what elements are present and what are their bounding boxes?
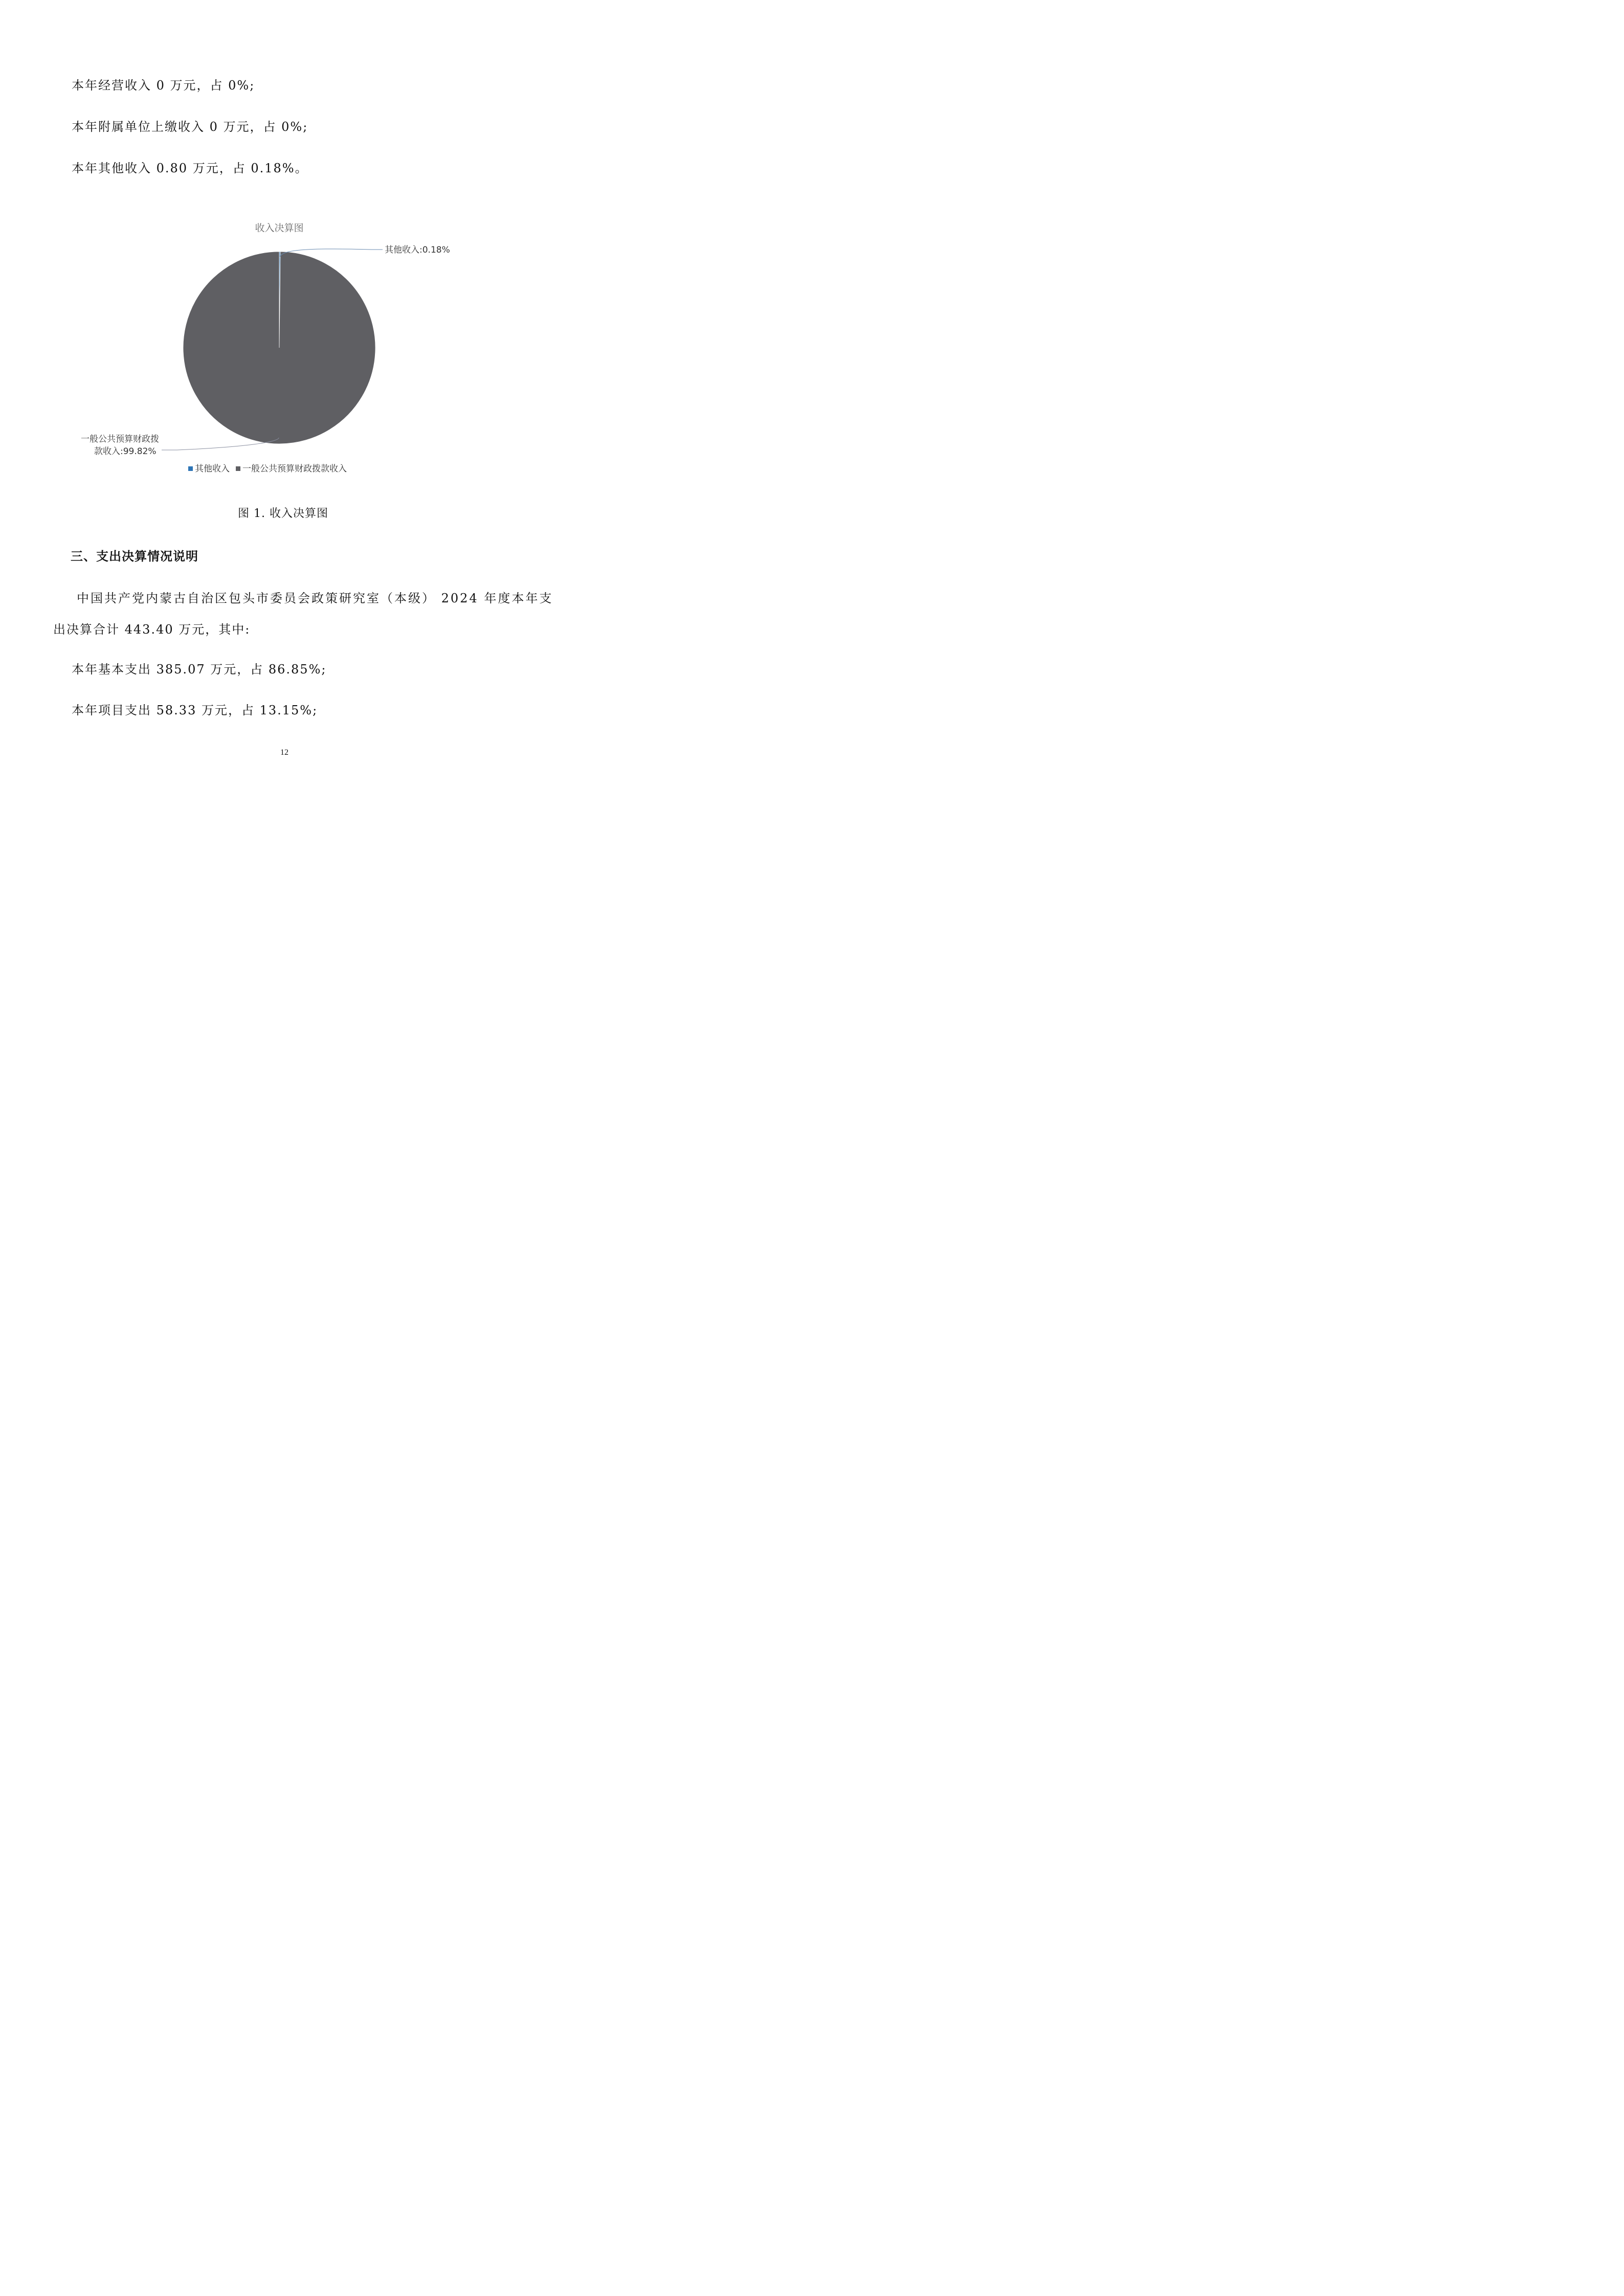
page-number: 12 <box>280 748 288 757</box>
income-line-other: 本年其他收入 0.80 万元，占 0.18%。 <box>72 161 308 175</box>
legend-swatch-0 <box>188 466 193 471</box>
figure-caption: 图 1. 收入决算图 <box>238 507 328 520</box>
chart-title: 收入决算图 <box>255 222 304 234</box>
income-pie-chart <box>77 215 496 486</box>
income-line-operating: 本年经营收入 0 万元，占 0%; <box>72 78 255 93</box>
data-label-1-0: 一般公共预算财政拨 <box>81 434 159 444</box>
expense-line-basic: 本年基本支出 385.07 万元，占 86.85%; <box>72 662 327 677</box>
legend-label-0: 其他收入 <box>195 464 230 474</box>
income-line-affiliated: 本年附属单位上缴收入 0 万元，占 0%; <box>72 120 308 134</box>
data-label-0-0: 其他收入:0.18% <box>385 245 450 255</box>
legend-label-1: 一般公共预算财政拨款收入 <box>242 464 347 474</box>
data-label-1-1: 款收入:99.82% <box>94 446 157 457</box>
expense-line-project: 本年项目支出 58.33 万元，占 13.15%; <box>72 703 318 717</box>
expense-intro-line-1: 中国共产党内蒙古自治区包头市委员会政策研究室（本级） 2024 年度本年支 <box>77 591 553 605</box>
legend-swatch-1 <box>236 466 240 471</box>
pie-chart-svg <box>77 215 496 486</box>
expense-intro-line-2: 出决算合计 443.40 万元，其中: <box>53 622 251 637</box>
section-heading: 三、支出决算情况说明 <box>71 549 198 564</box>
pie-slice-1 <box>183 252 375 444</box>
